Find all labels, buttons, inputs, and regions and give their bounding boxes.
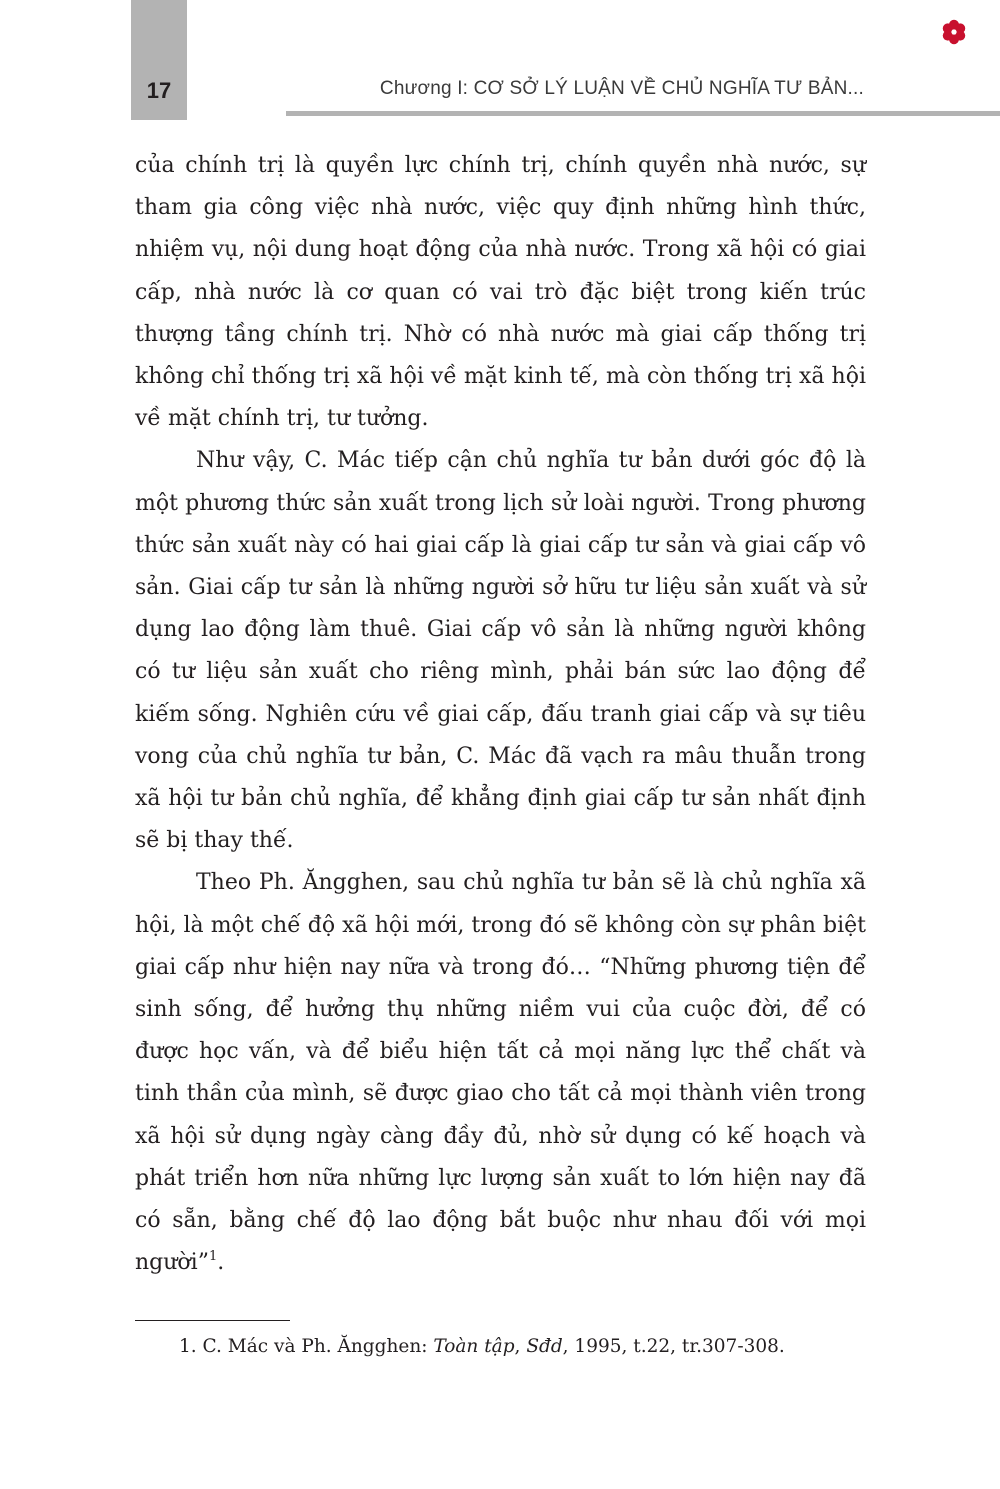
footnote-rule <box>135 1320 290 1321</box>
footnote-separator: , <box>514 1336 527 1357</box>
footnote-authors: C. Mác và Ph. Ăngghen: <box>202 1336 434 1357</box>
footnote-source: Sđd <box>526 1336 563 1357</box>
footnote-work-title: Toàn tập <box>433 1336 515 1357</box>
running-title: Chương I: CƠ SỞ LÝ LUẬN VỀ CHỦ NGHĨA TƯ BẢN... <box>379 78 864 99</box>
paragraph-1: của chính trị là quyền lực chính trị, chính quyền nhà nước, sự tham gia công việc nhà nước, việc quy định những hình thức, nhiệm vụ, nội dung hoạt động của nhà nước. Trong xã hội có giai cấp, nhà nước là cơ quan có vai trò đặc biệt trong kiến trúc thượng tầng chính trị. Nhờ có nhà nước mà giai cấp thống trị không chỉ thống trị xã hội về mặt kinh tế, mà còn thống trị xã hội về mặt chính trị, tư tưởng. <box>135 153 866 432</box>
flower-petal <box>943 23 953 33</box>
paragraph-3 <box>135 862 866 1284</box>
footnote-details: , 1995, t.22, tr.307-308. <box>562 1336 785 1357</box>
flower-icon <box>940 18 968 46</box>
paragraph-3-text: Theo Ph. Ăngghen, sau chủ nghĩa tư bản sẽ là chủ nghĩa xã hội, là một chế độ xã hội mới, trong đó sẽ không còn sự phân biệt giai cấp như hiện nay nữa và trong đó… “Những phương tiện để sinh sống, để hưởng thụ những niềm vui của cuộc đời, để có được học vấn, và để biểu hiện tất cả mọi năng lực thể chất và tinh thần của mình, sẽ được giao cho tất cả mọi thành viên trong xã hội sử dụng ngày càng đầy đủ, nhờ sử dụng có kế hoạch và phát triển hơn nữa những lực lượng sản xuất to lớn hiện nay đã có sẵn, bằng chế độ lao động bắt buộc như nhau đối với mọi người” <box>135 870 866 1276</box>
paragraph-3-end: . <box>217 1250 225 1276</box>
footnote-number: 1. <box>179 1336 197 1357</box>
page-number: 17 <box>146 78 172 103</box>
footnote <box>179 1333 879 1361</box>
body-text <box>135 145 866 1284</box>
paragraph-2: Như vậy, C. Mác tiếp cận chủ nghĩa tư bản dưới góc độ là một phương thức sản xuất trong lịch sử loài người. Trong phương thức sản xuất này có hai giai cấp là giai cấp tư sản và giai cấp vô sản. Giai cấp tư sản là những người sở hữu tư liệu sản xuất và sử dụng lao động làm thuê. Giai cấp vô sản là những người không có tư liệu sản xuất cho riêng mình, phải bán sức lao động để kiếm sống. Nghiên cứu về giai cấp, đấu tranh giai cấp và sự tiêu vong của chủ nghĩa tư bản, C. Mác đã vạch ra mâu thuẫn trong xã hội tư bản chủ nghĩa, để khẳng định giai cấp tư sản nhất định sẽ bị thay thế. <box>135 448 866 854</box>
footnote-reference[interactable]: 1 <box>208 1249 218 1265</box>
header-rule <box>286 111 1000 116</box>
